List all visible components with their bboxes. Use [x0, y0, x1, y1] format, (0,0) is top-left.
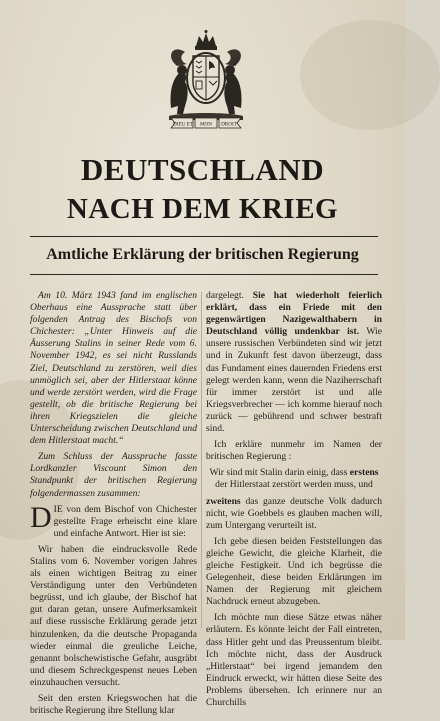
subtitle: Amtliche Erklärung der britischen Regierung [46, 246, 359, 263]
right-column [206, 290, 382, 713]
motto-center: MON [199, 121, 213, 128]
erstens-label: erstens [349, 467, 379, 479]
royal-coat-of-arms-icon [163, 30, 249, 130]
paper-stain [300, 20, 440, 130]
column-divider [201, 292, 202, 628]
body-paragraph: Seit den ersten Kriegswochen hat die britische Regierung ihre Stellung klar [30, 693, 197, 717]
opening-paragraph [30, 500, 197, 540]
headline-line-2: NACH DEM KRIEG [66, 193, 339, 225]
body-paragraph [206, 290, 382, 435]
paragraph-end: Wie unsere russischen Verbündeten sind wir jetzt und in Zukunft fest davon überzeugt, dass das Fundament eines dauernden Friedens erst gelegt werden kann, wenn die Naziherrschaft für immer zerstört ist und alle Kriegsverbrecher — ich komme hierauf noch zurück — gebührend und schwer bestraft sind. [206, 326, 382, 435]
headline-line-1: DEUTSCHLAND [80, 152, 325, 187]
drop-cap: D [30, 500, 52, 534]
statement-second-text: das ganze deutsche Volk dadurch nicht, wie Goebbels es glauben machen will, zum Untergang verurteilt ist. [206, 495, 382, 531]
intro-paragraph: Am 10. März 1943 fand im englischen Oberhaus eine Aussprache statt über folgenden Antrag des Bischofs von Chichester: „Unter Hinweis auf die Äusserung Stalins in seiner Rede vom 6. November 1942, es sei nicht Russlands Ziel, Deutschland zu zerstören, weil dies unmöglich sei, aber der Hitlerstaat könne und werde zerstört werden, wird die Frage gestellt, ob die britische Regierung bei ihren Kriegszielen die gleiche Unterscheidung zwischen Deutschland und dem Hitlerstaat macht.“ [30, 290, 197, 447]
body-paragraph: Ich gebe diesen beiden Feststellungen das gleiche Gewicht, die gleiche Klarheit, die gleiche Festigkeit. Und ich begrüsse die Gelegenheit, diese beiden Erklärungen im Namen der Regierung mit gleichem Nachdruck erneut abzugeben. [206, 535, 382, 608]
zweitens-label: zweitens [206, 495, 241, 507]
statement-intro: Wir sind mit Stalin darin einig, dass [209, 467, 348, 479]
opening-text: IE von dem Bischof von Chichester gestellte Frage erheischt eine klare und einfache Antwort. Hier ist sie: [53, 503, 197, 539]
statement-first-text: der Hitlerstaat zerstört werden muss, und [215, 479, 373, 491]
summary-paragraph: Zum Schluss der Aussprache fasste Lordkanzler Viscount Simon den Standpunkt der britischen Regierung folgendermassen zusammen: [30, 451, 197, 499]
statement-second [206, 496, 382, 532]
body-paragraph: Ich erkläre nunmehr im Namen der britischen Regierung : [206, 439, 382, 463]
paragraph-start: dargelegt. [206, 290, 244, 301]
left-column [30, 290, 197, 721]
divider-rule-bottom [30, 274, 378, 275]
divider-rule-top [30, 236, 378, 237]
statement-first [206, 467, 382, 491]
bold-statement: Sie hat wiederholt feierlich erklärt, dass ein Friede mit den gegenwärtigen Nazigewalthabern in Deutschland völlig undenkbar ist. [206, 290, 382, 338]
motto-right: DROIT [221, 121, 237, 128]
body-paragraph: Wir haben die eindrucksvolle Rede Stalins vom 6. November vorigen Jahres als einen wichtigen Beitrag zu einer Verständigung unter den Verbündeten begrüsst, und ich glaube, der Bischof hat gut daran getan, unsere Aufmerksamkeit auf diese russische Erklärung gerade jetzt hinzulenken, da die deutsche Propaganda wieder einmal die greuliche Leiche, genannt bolschewistische Gefahr, ausgräbt und diesem Schreckgespenst neues Leben einzuhauchen versucht. [30, 543, 197, 688]
motto-left: DIEU ET [172, 121, 194, 128]
body-paragraph: Ich möchte nun diese Sätze etwas näher erläutern. Es könnte leicht der Fall eintreten, dass Hitler geht und das Preussentum bleibt. Ich möchte nicht, dass der Ausdruck „Hitlerstaat“ bei irgend jemandem den Eindruck erweckt, wir hätten diese Seite des Problems übersehen. Ich erinnere nur an Churchills [206, 612, 382, 708]
